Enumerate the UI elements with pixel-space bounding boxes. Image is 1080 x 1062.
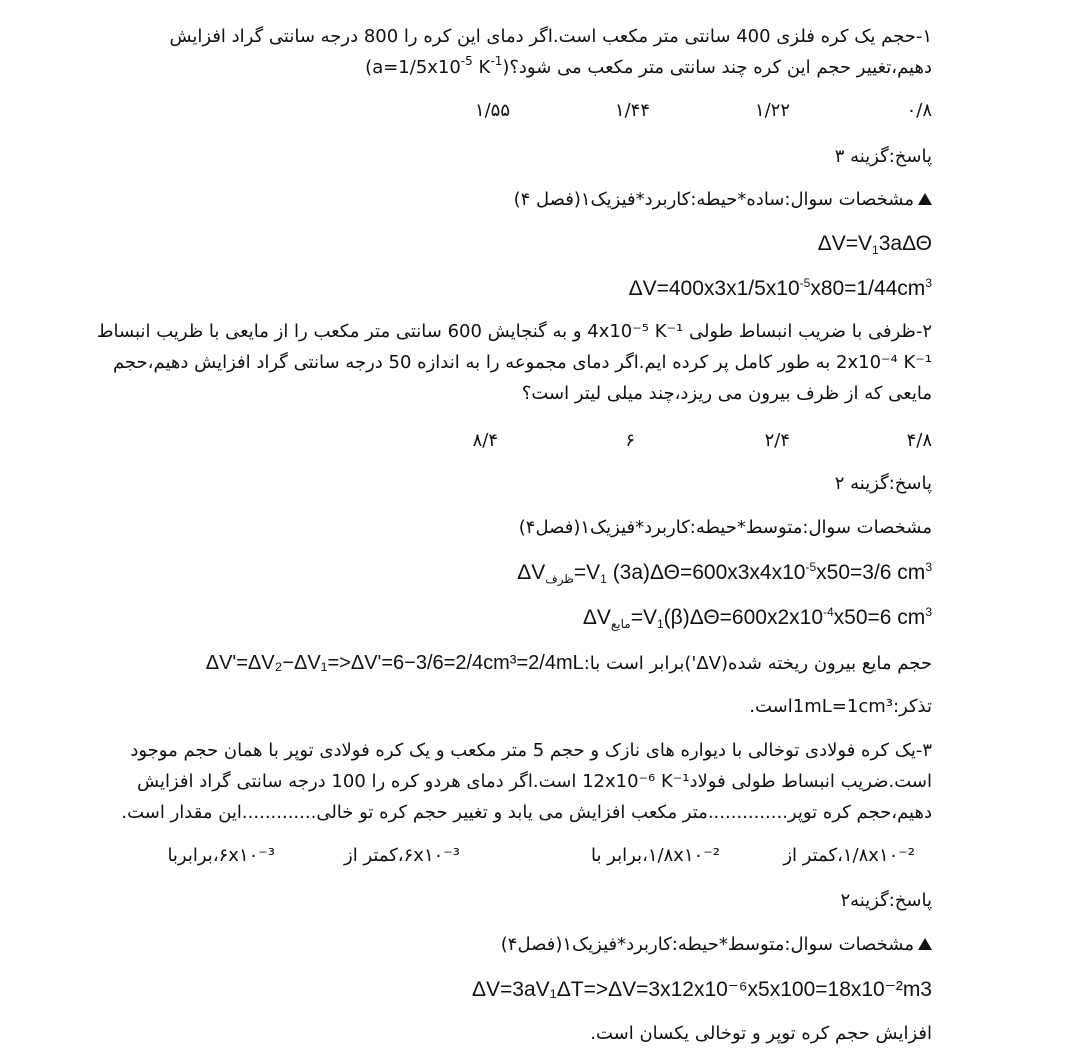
q2-eq1-sub-1: 1 xyxy=(600,572,607,586)
q1-option-3[interactable]: ۱/۴۴ xyxy=(614,100,650,121)
q1-alpha-base: (a=1/5x10 xyxy=(365,57,461,78)
q2-eq2-d: x50=6 cm xyxy=(833,606,926,629)
q1-option-2[interactable]: ۱/۲۲ xyxy=(754,100,790,121)
q2-spilled-line xyxy=(205,650,932,677)
q2-option-4[interactable]: ۸/۴ xyxy=(472,430,498,451)
q2-eq1-sub: ظرف xyxy=(545,572,574,586)
q1-spec xyxy=(514,187,932,213)
q2-eq1-a: ΔV xyxy=(517,561,546,584)
q3-option-3[interactable]: ۶x۱۰⁻³،کمتر از xyxy=(344,845,460,866)
q1-eq2-b: x80=1/44cm xyxy=(810,277,926,300)
q3-conclusion: افزایش حجم کره توپر و توخالی یکسان است. xyxy=(590,1023,932,1044)
q2-note: تذکر:1mL=1cm³است. xyxy=(749,696,932,717)
q2-eq2-b: =V xyxy=(630,606,657,629)
q1-option-1[interactable]: ۰/۸ xyxy=(906,100,932,121)
q3-answer: پاسخ:گزینه۲ xyxy=(840,890,932,911)
q3-option-2[interactable]: ۱/۸x۱۰⁻²،برابر با xyxy=(590,845,720,866)
q2-eq1-c: (3a)ΔΘ=600x3x4x10 xyxy=(612,561,806,584)
q1-eq1-b: 3aΔΘ xyxy=(878,232,932,255)
q2-eq2-sub: مایع xyxy=(610,617,631,631)
q1-eq1-sub: 1 xyxy=(872,243,879,257)
q2-eq2-a: ΔV xyxy=(582,606,611,629)
q2-spilled-equation: ΔV'=ΔV₂−ΔV₁=>ΔV'=6−3/6=2/4cm³=2/4mL xyxy=(205,652,584,674)
q2-option-3[interactable]: ۶ xyxy=(625,430,635,451)
q2-eq2-exp: -4 xyxy=(823,605,834,619)
q2-option-2[interactable]: ۲/۴ xyxy=(764,430,790,451)
q2-eq1-b: =V xyxy=(573,561,601,584)
triangle-bullet-icon xyxy=(918,193,932,205)
q1-equation-2 xyxy=(629,275,932,303)
q1-eq2-exp2: 3 xyxy=(925,276,932,290)
q2-eq1-exp2: 3 xyxy=(925,560,932,574)
q2-text-line-2: 2x10⁻⁴ K⁻¹ به طور کامل پر کرده ایم.اگر دمای مجموعه را به اندازه 50 درجه سانتی گراد افزایش دهیم،حجم xyxy=(112,352,932,373)
q1-alpha-exp: -5 xyxy=(460,54,473,68)
q1-equation-1 xyxy=(818,230,932,258)
q2-equation-1 xyxy=(517,559,932,587)
q2-equation-2 xyxy=(583,604,932,632)
triangle-bullet-icon xyxy=(918,938,932,950)
q1-answer: پاسخ:گزینه ۳ xyxy=(834,146,932,167)
q1-alpha-unit-exp: -1 xyxy=(490,54,503,68)
q1-alpha-value xyxy=(365,55,502,81)
q2-spec: مشخصات سوال:متوسط*حیطه:کاربرد*فیزیک۱(فصل۴) xyxy=(518,517,932,538)
q2-answer: پاسخ:گزینه ۲ xyxy=(834,473,932,494)
q1-text-line-2 xyxy=(365,55,932,81)
q1-text-line-2-a: دهیم،تغییر حجم این کره چند سانتی متر مکعب می شود؟( xyxy=(502,57,932,78)
q3-spec xyxy=(501,932,932,958)
q2-spilled-text: حجم مایع بیرون ریخته شده(ΔV')برابر است با: xyxy=(583,653,932,674)
q1-option-4[interactable]: ۱/۵۵ xyxy=(474,100,510,121)
q2-eq1-exp: -5 xyxy=(805,560,817,574)
q1-eq2-exp: -5 xyxy=(799,276,811,290)
q3-option-1[interactable]: ۱/۸x۱۰⁻²،کمتر از xyxy=(783,845,915,866)
q3-option-4[interactable]: ۶x۱۰⁻³،برابربا xyxy=(167,845,275,866)
q1-eq1-a: ΔV=V xyxy=(817,232,873,255)
q3-text-line-2: است.ضریب انبساط طولی فولاد12x10⁻⁶ K⁻¹ است.اگر دمای هردو کره را 100 درجه سانتی گراد افزایش xyxy=(137,771,932,792)
q3-text-line-1: ۳-یک کره فولادی توخالی با دیواره های نازک و حجم 5 متر مکعب و یک کره فولادی توپر با همان حجم موجود xyxy=(130,740,932,761)
q3-spec-text: مشخصات سوال:متوسط*حیطه:کاربرد*فیزیک۱(فصل۴) xyxy=(500,934,914,955)
q2-eq2-c: (β)ΔΘ=600x2x10 xyxy=(663,606,823,629)
q1-alpha-unit: K xyxy=(478,57,491,78)
q2-eq2-sub-1: 1 xyxy=(656,617,664,631)
q2-eq1-d: x50=3/6 cm xyxy=(816,561,926,584)
q2-option-1[interactable]: ۴/۸ xyxy=(906,430,932,451)
q2-text-line-3: مایعی که از ظرف بیرون می ریزد،چند میلی لیتر است؟ xyxy=(521,383,932,404)
q1-eq2-a: ΔV=400x3x1/5x10 xyxy=(628,277,800,300)
q3-text-line-3: دهیم،حجم کره توپر..............متر مکعب افزایش می یابد و تغییر حجم کره تو خالی.............این مقدار است. xyxy=(121,802,932,823)
q2-eq2-exp2: 3 xyxy=(925,605,932,619)
q2-text-line-1: ۲-ظرفی با ضریب انبساط طولی 4x10⁻⁵ K⁻¹ و به گنجایش 600 سانتی متر مکعب را از مایعی با ظریب انبساط xyxy=(96,321,932,342)
q1-text-line-1: ۱-حجم یک کره فلزی 400 سانتی متر مکعب است.اگر دمای این کره را 800 درجه سانتی گراد افزایش xyxy=(169,26,932,47)
q3-equation-1: ΔV=3aV₁ΔT=>ΔV=3x12x10⁻⁶x5x100=18x10⁻²m3 xyxy=(471,978,932,1001)
q1-spec-text: مشخصات سوال:ساده*حیطه:کاربرد*فیزیک۱(فصل ۴) xyxy=(513,189,914,210)
